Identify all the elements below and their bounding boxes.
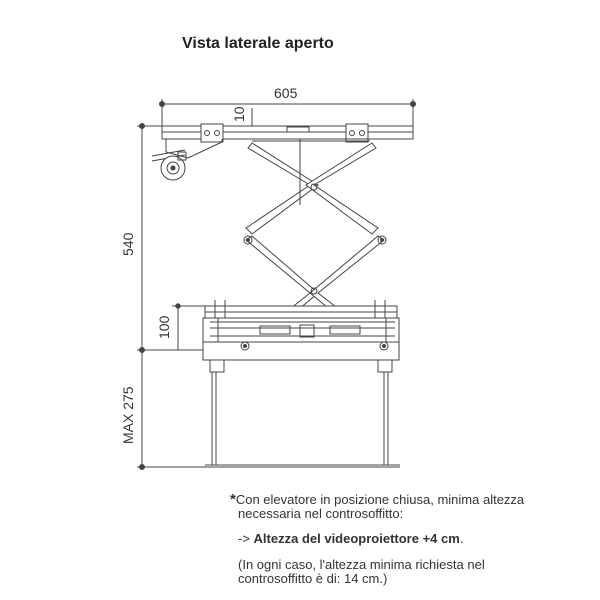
motor-bracket <box>152 139 222 180</box>
note-minimum-height <box>238 558 550 586</box>
top-rail <box>162 124 413 142</box>
drop-dimension <box>137 350 400 470</box>
asterisk: * <box>230 491 236 508</box>
drop-legs <box>205 372 400 465</box>
width-label: 605 <box>274 85 298 101</box>
drop-label: MAX 275 <box>120 386 136 444</box>
width-dimension <box>160 99 416 126</box>
lower-plate <box>203 300 399 372</box>
arrow-bold-text: Altezza del videoproiettore +4 cm <box>253 531 460 546</box>
height-label: 540 <box>120 232 136 256</box>
plate-label: 100 <box>156 315 172 339</box>
note-closed-position <box>230 493 560 521</box>
paren-line-2: controsoffitto è di: 14 cm.) <box>238 571 388 586</box>
gap-label: 10 <box>231 106 247 122</box>
note-line-1: Con elevatore in posizione chiusa, minima altezza <box>235 492 525 507</box>
arrow-suffix: . <box>459 531 464 546</box>
arrow-prefix: -> <box>238 531 254 546</box>
note-projector-height <box>238 532 558 546</box>
page-title: Vista laterale aperto <box>182 35 334 52</box>
note-line-2: necessaria nel controsoffitto: <box>238 506 404 521</box>
plate-dimension <box>172 304 206 350</box>
paren-line-1: (In ogni caso, l'altezza minima richiesta nel <box>238 557 485 572</box>
